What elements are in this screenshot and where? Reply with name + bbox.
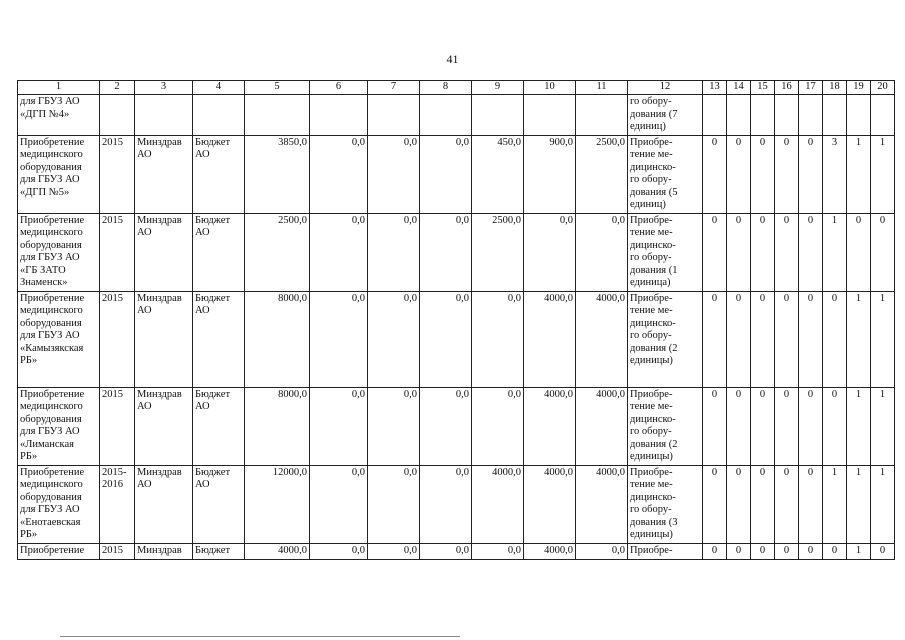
measures-table <box>17 80 895 560</box>
table-cell: 2015 <box>100 213 135 291</box>
table-cell: 2015- 2016 <box>100 465 135 543</box>
table-cell: 1 <box>847 135 871 213</box>
table-cell: 1 <box>871 135 895 213</box>
table-cell: 4000,0 <box>576 291 628 387</box>
table-cell: 0 <box>799 135 823 213</box>
table-cell <box>576 95 628 136</box>
table-cell: 0,0 <box>472 543 524 559</box>
table-cell: 0 <box>775 465 799 543</box>
table-cell <box>823 95 847 136</box>
table-cell: Приобре- тение ме- дицинско- го обору- дования (3 единицы) <box>628 465 703 543</box>
table-cell: 0 <box>775 291 799 387</box>
table-cell: 3 <box>823 135 847 213</box>
table-cell: 1 <box>871 465 895 543</box>
table-cell: 0 <box>775 213 799 291</box>
table-cell: 0,0 <box>368 387 420 465</box>
table-cell: 1 <box>823 465 847 543</box>
table-cell: 0,0 <box>310 543 368 559</box>
table-cell <box>193 95 245 136</box>
table-row <box>18 135 895 213</box>
table-cell <box>751 95 775 136</box>
table-cell: 8000,0 <box>245 291 310 387</box>
table-row <box>18 291 895 387</box>
table-cell: 2015 <box>100 291 135 387</box>
table-cell: 0 <box>703 291 727 387</box>
table-cell: Приобре- тение ме- дицинско- го обору- дования (2 единицы) <box>628 387 703 465</box>
table-cell: 2500,0 <box>472 213 524 291</box>
table-cell: 0 <box>727 135 751 213</box>
column-header: 3 <box>135 81 193 95</box>
table-cell: 0 <box>799 465 823 543</box>
column-header: 11 <box>576 81 628 95</box>
column-header: 6 <box>310 81 368 95</box>
table-cell: 0 <box>799 213 823 291</box>
table-cell: 0 <box>727 465 751 543</box>
table-cell: го обору- дования (7 единиц) <box>628 95 703 136</box>
table-cell: Приобретение медицинского оборудования для ГБУЗ АО «Лиманская РБ» <box>18 387 100 465</box>
column-header: 7 <box>368 81 420 95</box>
table-cell: 0 <box>703 135 727 213</box>
table-cell: 3850,0 <box>245 135 310 213</box>
table-cell: 0 <box>775 543 799 559</box>
table-cell <box>310 95 368 136</box>
column-header: 20 <box>871 81 895 95</box>
column-header: 19 <box>847 81 871 95</box>
table-row <box>18 543 895 559</box>
table-cell: 8000,0 <box>245 387 310 465</box>
table-cell: Минздрав <box>135 543 193 559</box>
table-cell: 0,0 <box>420 387 472 465</box>
table-cell: 4000,0 <box>524 291 576 387</box>
table-cell: 0 <box>799 543 823 559</box>
table-cell <box>472 95 524 136</box>
table-cell <box>727 95 751 136</box>
table-cell <box>775 95 799 136</box>
table-cell: 450,0 <box>472 135 524 213</box>
table-cell: 0,0 <box>420 543 472 559</box>
table-cell: 2015 <box>100 135 135 213</box>
table-cell: 0 <box>799 291 823 387</box>
table-cell <box>420 95 472 136</box>
table-cell: 0 <box>751 465 775 543</box>
table-cell <box>100 95 135 136</box>
table-cell <box>703 95 727 136</box>
table-cell: 0,0 <box>368 213 420 291</box>
table-cell: 0 <box>727 387 751 465</box>
table-cell: Приобретение <box>18 543 100 559</box>
table-cell <box>799 95 823 136</box>
table-cell: 0,0 <box>310 135 368 213</box>
table-cell: Бюджет <box>193 543 245 559</box>
table-cell: 0,0 <box>368 291 420 387</box>
table-cell: 0,0 <box>420 465 472 543</box>
table-cell: 0,0 <box>576 213 628 291</box>
table-cell: 4000,0 <box>576 387 628 465</box>
table-cell: 1 <box>871 291 895 387</box>
table-cell: 900,0 <box>524 135 576 213</box>
column-header: 18 <box>823 81 847 95</box>
column-header: 10 <box>524 81 576 95</box>
table-row <box>18 465 895 543</box>
table-cell: 0 <box>871 213 895 291</box>
column-header: 17 <box>799 81 823 95</box>
table-row <box>18 387 895 465</box>
column-header: 14 <box>727 81 751 95</box>
table-cell: 0 <box>799 387 823 465</box>
column-header: 9 <box>472 81 524 95</box>
table-cell <box>135 95 193 136</box>
table-cell: 2015 <box>100 387 135 465</box>
table-cell: 1 <box>847 465 871 543</box>
table-cell: Бюджет АО <box>193 465 245 543</box>
table-cell: 0,0 <box>576 543 628 559</box>
table-cell <box>847 95 871 136</box>
table-cell: 0 <box>703 543 727 559</box>
table-cell: 0,0 <box>524 213 576 291</box>
column-header: 15 <box>751 81 775 95</box>
table-cell: 0,0 <box>420 213 472 291</box>
table-cell: 0 <box>823 387 847 465</box>
table-cell: 1 <box>871 387 895 465</box>
table-header-row <box>18 81 895 95</box>
table-cell: Приобре- тение ме- дицинско- го обору- дования (5 единиц) <box>628 135 703 213</box>
table-cell: 0 <box>751 291 775 387</box>
table-cell: Приобре- <box>628 543 703 559</box>
table-row <box>18 213 895 291</box>
table-cell: 0,0 <box>310 291 368 387</box>
table-cell: 0,0 <box>472 291 524 387</box>
table-cell: 0 <box>727 213 751 291</box>
table-cell: 0,0 <box>368 135 420 213</box>
table-cell: 2500,0 <box>245 213 310 291</box>
column-header: 12 <box>628 81 703 95</box>
table-cell: 0,0 <box>368 543 420 559</box>
table-cell: 0 <box>703 387 727 465</box>
column-header: 4 <box>193 81 245 95</box>
table-cell: Приобретение медицинского оборудования для ГБУЗ АО «Камызякская РБ» <box>18 291 100 387</box>
table-cell: 0 <box>751 213 775 291</box>
table-cell: Бюджет АО <box>193 387 245 465</box>
table-cell: 0,0 <box>310 213 368 291</box>
table-cell: Минздрав АО <box>135 291 193 387</box>
table-cell: 0 <box>751 543 775 559</box>
footer-rule <box>60 636 460 637</box>
table-cell: 0 <box>727 291 751 387</box>
table-cell: 0 <box>823 543 847 559</box>
table-cell: 4000,0 <box>472 465 524 543</box>
table-cell: 0,0 <box>368 465 420 543</box>
table-cell: 2500,0 <box>576 135 628 213</box>
table-cell: 1 <box>823 213 847 291</box>
column-header: 16 <box>775 81 799 95</box>
table-cell: 0 <box>703 213 727 291</box>
table-cell: Минздрав АО <box>135 135 193 213</box>
table-cell: Минздрав АО <box>135 213 193 291</box>
table-cell: Бюджет АО <box>193 291 245 387</box>
table-cell <box>368 95 420 136</box>
table-cell: 0 <box>871 543 895 559</box>
table-cell: 2015 <box>100 543 135 559</box>
table-cell: 0,0 <box>420 135 472 213</box>
page-number: 41 <box>446 52 459 66</box>
table-cell: Минздрав АО <box>135 465 193 543</box>
table-cell: 0 <box>823 291 847 387</box>
table-cell: 4000,0 <box>524 465 576 543</box>
table-cell: Приобретение медицинского оборудования для ГБУЗ АО «ГБ ЗАТО Знаменск» <box>18 213 100 291</box>
table-cell: Приобре- тение ме- дицинско- го обору- дования (2 единицы) <box>628 291 703 387</box>
table-cell: 4000,0 <box>576 465 628 543</box>
table-cell: 1 <box>847 291 871 387</box>
column-header: 5 <box>245 81 310 95</box>
table-cell: Бюджет АО <box>193 135 245 213</box>
table-cell: Приобре- тение ме- дицинско- го обору- дования (1 единица) <box>628 213 703 291</box>
table-cell: 0 <box>751 135 775 213</box>
table-cell: 0 <box>727 543 751 559</box>
table-cell: 0,0 <box>420 291 472 387</box>
table-cell: Минздрав АО <box>135 387 193 465</box>
table-cell: 0 <box>703 465 727 543</box>
table-cell: 0,0 <box>310 465 368 543</box>
table-cell <box>245 95 310 136</box>
table-cell: 4000,0 <box>524 543 576 559</box>
column-header: 1 <box>18 81 100 95</box>
table-cell <box>524 95 576 136</box>
column-header: 13 <box>703 81 727 95</box>
column-header: 2 <box>100 81 135 95</box>
table-cell: 4000,0 <box>524 387 576 465</box>
table-cell: 1 <box>847 387 871 465</box>
table-cell: 0 <box>775 135 799 213</box>
table-cell: Приобретение медицинского оборудования для ГБУЗ АО «Енотаевская РБ» <box>18 465 100 543</box>
table-cell: для ГБУЗ АО «ДГП №4» <box>18 95 100 136</box>
table-cell: 0,0 <box>472 387 524 465</box>
table-cell: 1 <box>847 543 871 559</box>
table-cell: 0 <box>847 213 871 291</box>
table-cell: Бюджет АО <box>193 213 245 291</box>
table-cell: 0 <box>775 387 799 465</box>
table-row <box>18 95 895 136</box>
table-cell: Приобретение медицинского оборудования для ГБУЗ АО «ДГП №5» <box>18 135 100 213</box>
table-cell: 12000,0 <box>245 465 310 543</box>
table-cell: 4000,0 <box>245 543 310 559</box>
table-cell: 0,0 <box>310 387 368 465</box>
table-cell: 0 <box>751 387 775 465</box>
column-header: 8 <box>420 81 472 95</box>
table-cell <box>871 95 895 136</box>
